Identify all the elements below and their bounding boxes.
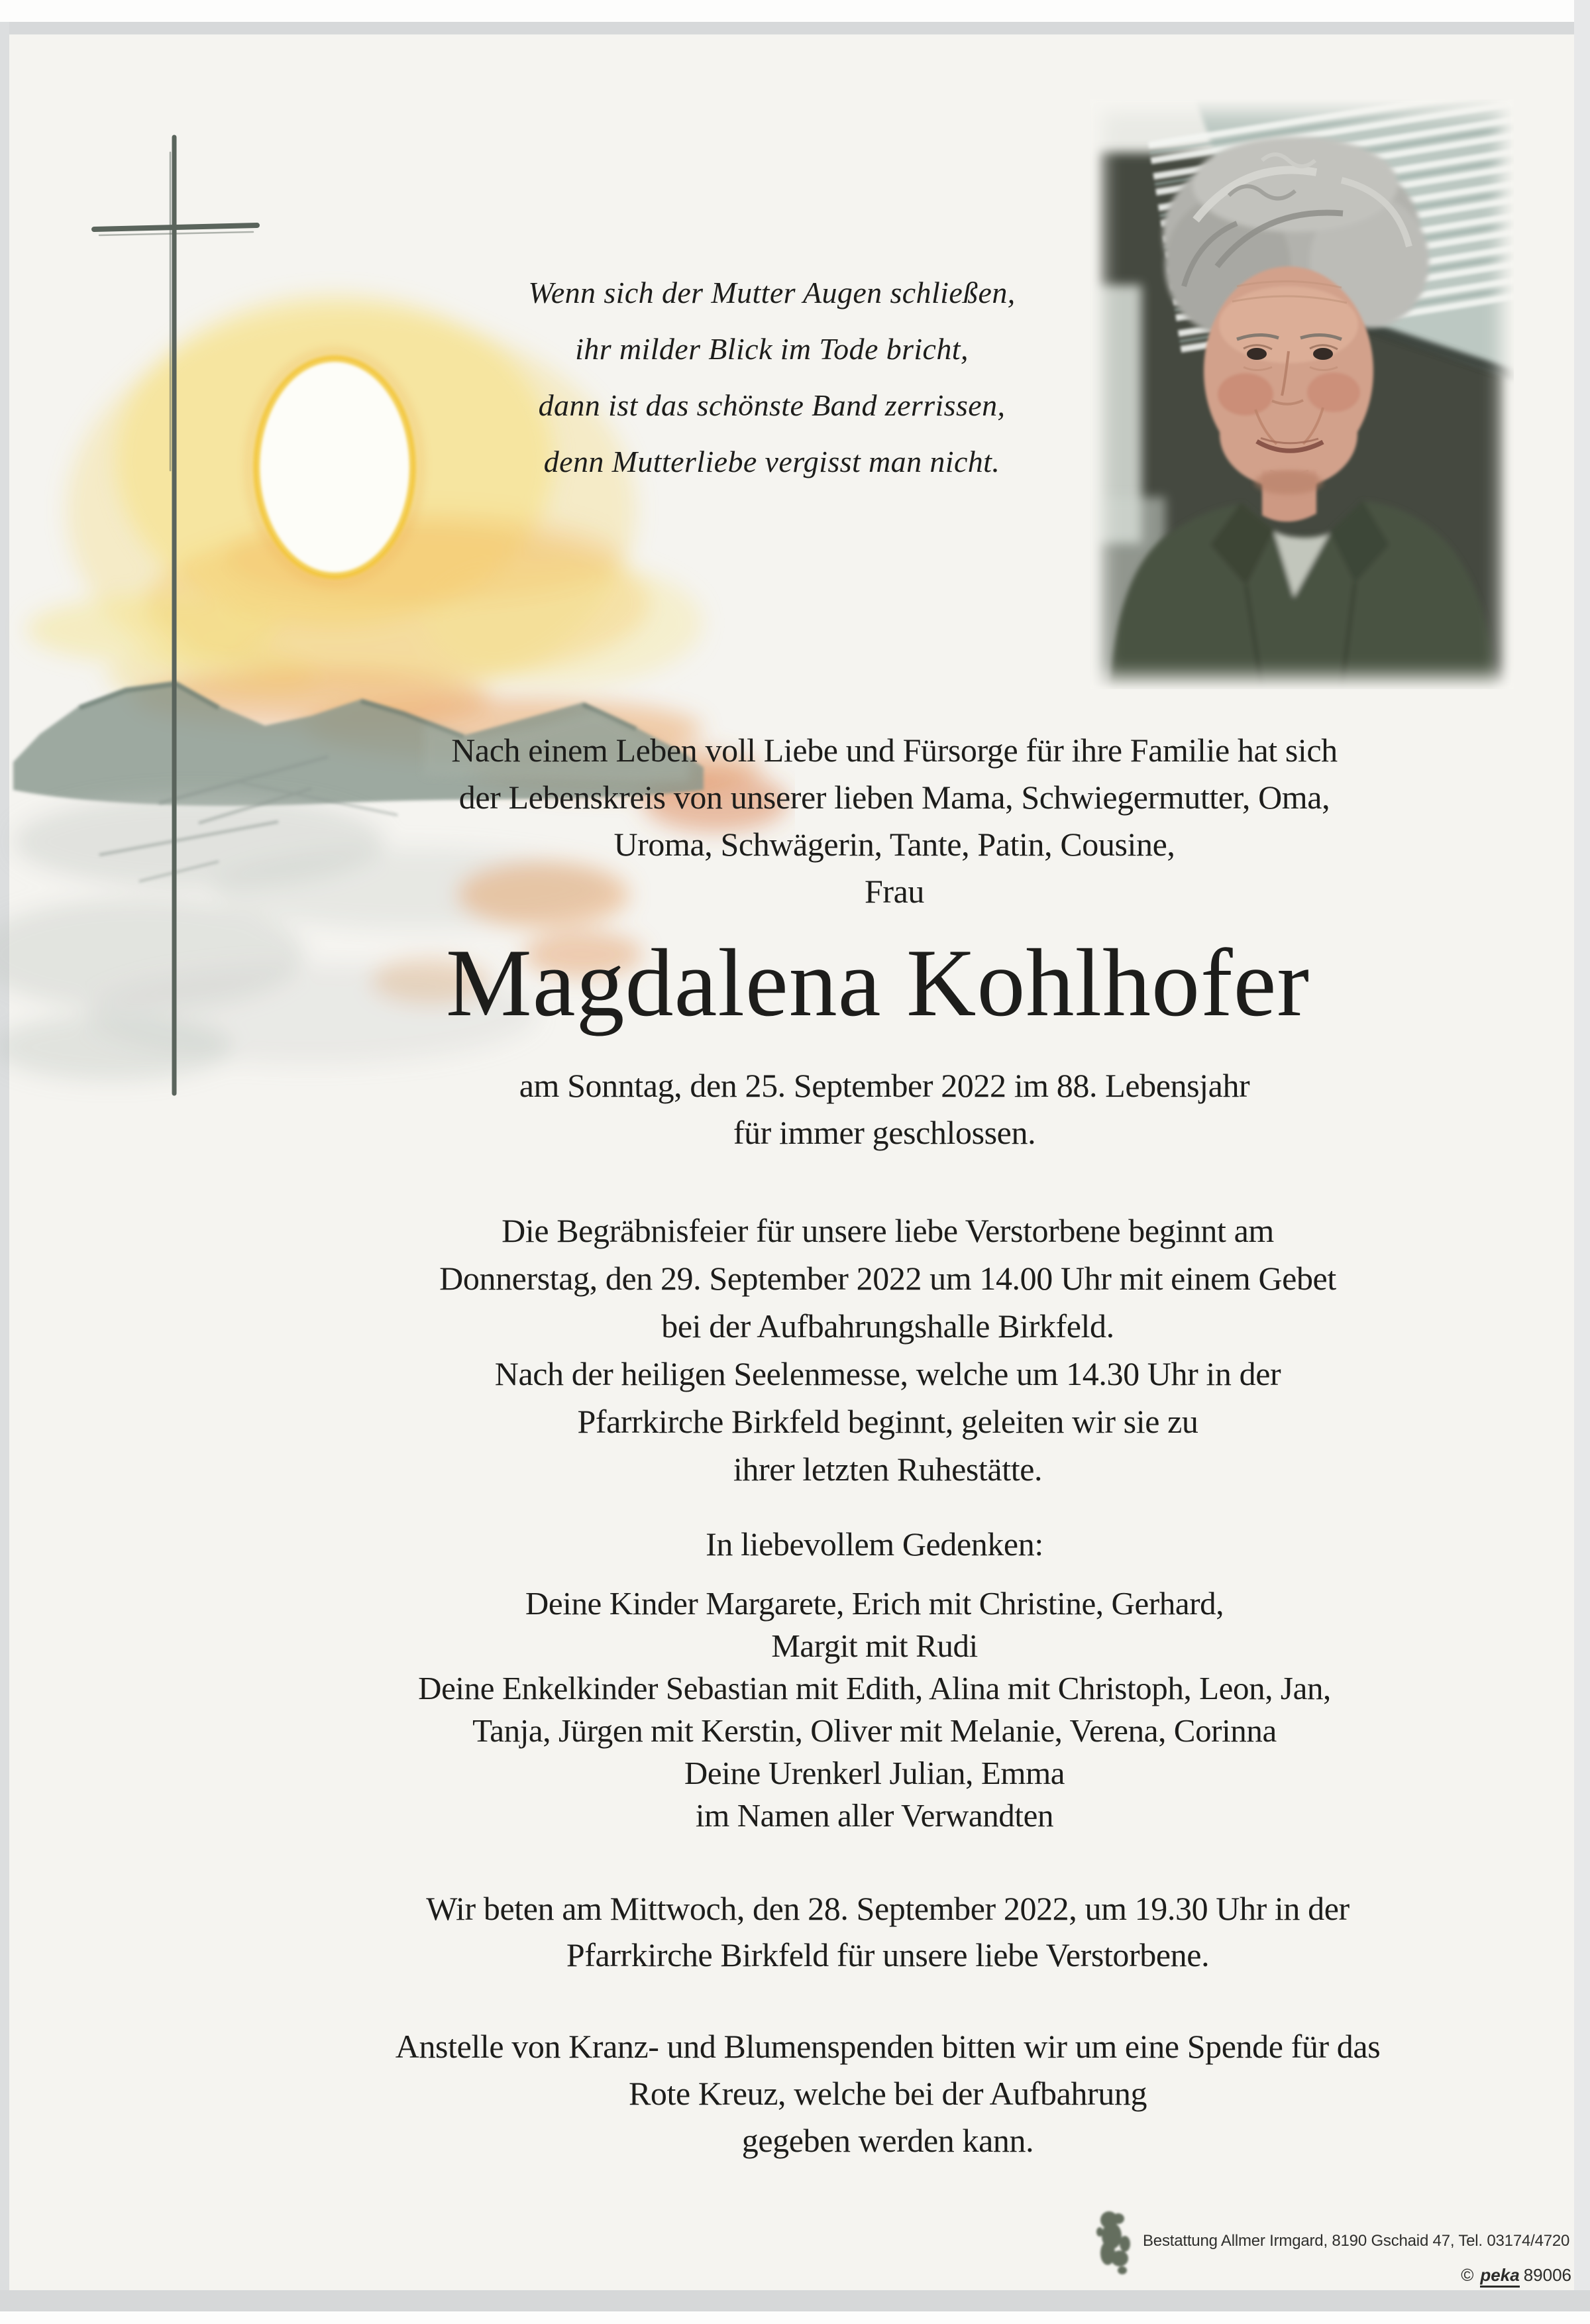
- scan-border-bottom: [0, 2290, 1590, 2311]
- text-line: Pfarrkirche Birkfeld beginnt, geleiten wir sie zu: [577, 1403, 1198, 1440]
- memorial-heading: In liebevollem Gedenken:: [706, 1525, 1043, 1563]
- funeral-notice: [292, 1207, 1484, 1493]
- text-line: Donnerstag, den 29. September 2022 um 14.00 Uhr mit einem Gebet: [439, 1260, 1336, 1297]
- text-line: Pfarrkirche Birkfeld für unsere liebe Verstorbene.: [566, 1936, 1210, 1973]
- text-line: ihr milder Blick im Tode bricht,: [575, 332, 969, 366]
- print-brand: peka: [1480, 2265, 1519, 2288]
- scan-border-top: [0, 22, 1590, 34]
- text-line: Die Begräbnisfeier für unsere liebe Verstorbene beginnt am: [502, 1212, 1274, 1249]
- funeral-home-logo-icon: [1092, 2209, 1145, 2278]
- text-line: gegeben werden kann.: [741, 2122, 1034, 2159]
- print-code: 89006: [1523, 2265, 1571, 2285]
- copyright-line: [1338, 2265, 1571, 2286]
- text-line: Wir beten am Mittwoch, den 28. September 2022, um 19.30 Uhr in der: [426, 1890, 1350, 1927]
- intro-text: [298, 727, 1491, 915]
- donation-notice: [292, 2023, 1484, 2164]
- text-line: Nach einem Leben voll Liebe und Fürsorge für ihre Familie hat sich: [451, 732, 1338, 769]
- text-line: am Sonntag, den 25. September 2022 im 88. Lebensjahr: [519, 1067, 1250, 1104]
- text-line: Nach der heiligen Seelenmesse, welche um 14.30 Uhr in der: [494, 1355, 1281, 1392]
- text-line: ihrer letzten Ruhestätte.: [733, 1451, 1043, 1488]
- text-line: Deine Kinder Margarete, Erich mit Christine, Gerhard,: [525, 1585, 1224, 1622]
- text-line: Wenn sich der Mutter Augen schließen,: [528, 276, 1016, 309]
- text-line: Rote Kreuz, welche bei der Aufbahrung: [628, 2075, 1147, 2112]
- memorial-poem: [242, 264, 1302, 490]
- copyright-symbol: ©: [1461, 2265, 1474, 2285]
- text-line: Deine Enkelkinder Sebastian mit Edith, Alina mit Christoph, Leon, Jan,: [418, 1670, 1331, 1706]
- text-line: bei der Aufbahrungshalle Birkfeld.: [661, 1307, 1114, 1345]
- text-line: im Namen aller Verwandten: [695, 1797, 1054, 1834]
- text-line: Frau: [864, 873, 925, 910]
- text-line: der Lebenskreis von unserer lieben Mama, Schwiegermutter, Oma,: [458, 779, 1330, 816]
- text-line: Uroma, Schwägerin, Tante, Patin, Cousine,: [613, 826, 1175, 863]
- deceased-name: Magdalena Kohlhofer: [445, 929, 1310, 1036]
- text-line: denn Mutterliebe vergisst man nicht.: [543, 445, 1000, 478]
- memorial-names: [278, 1582, 1471, 1837]
- passing-date-text: [288, 1062, 1481, 1156]
- prayer-notice: [292, 1885, 1484, 1978]
- text-line: für immer geschlossen.: [733, 1114, 1036, 1151]
- text-line: Anstelle von Kranz- und Blumenspenden bitten wir um eine Spende für das: [395, 2028, 1381, 2065]
- right-eye: [1313, 348, 1333, 360]
- text-line: Margit mit Rudi: [771, 1628, 978, 1664]
- text-line: dann ist das schönste Band zerrissen,: [538, 388, 1006, 422]
- text-line: Tanja, Jürgen mit Kerstin, Oliver mit Melanie, Verena, Corinna: [472, 1712, 1277, 1749]
- text-line: Deine Urenkerl Julian, Emma: [684, 1755, 1065, 1791]
- funeral-home-line: Bestattung Allmer Irmgard, 8190 Gschaid 47, Tel. 03174/4720: [1143, 2232, 1570, 2250]
- scan-border-right: [1574, 0, 1590, 2311]
